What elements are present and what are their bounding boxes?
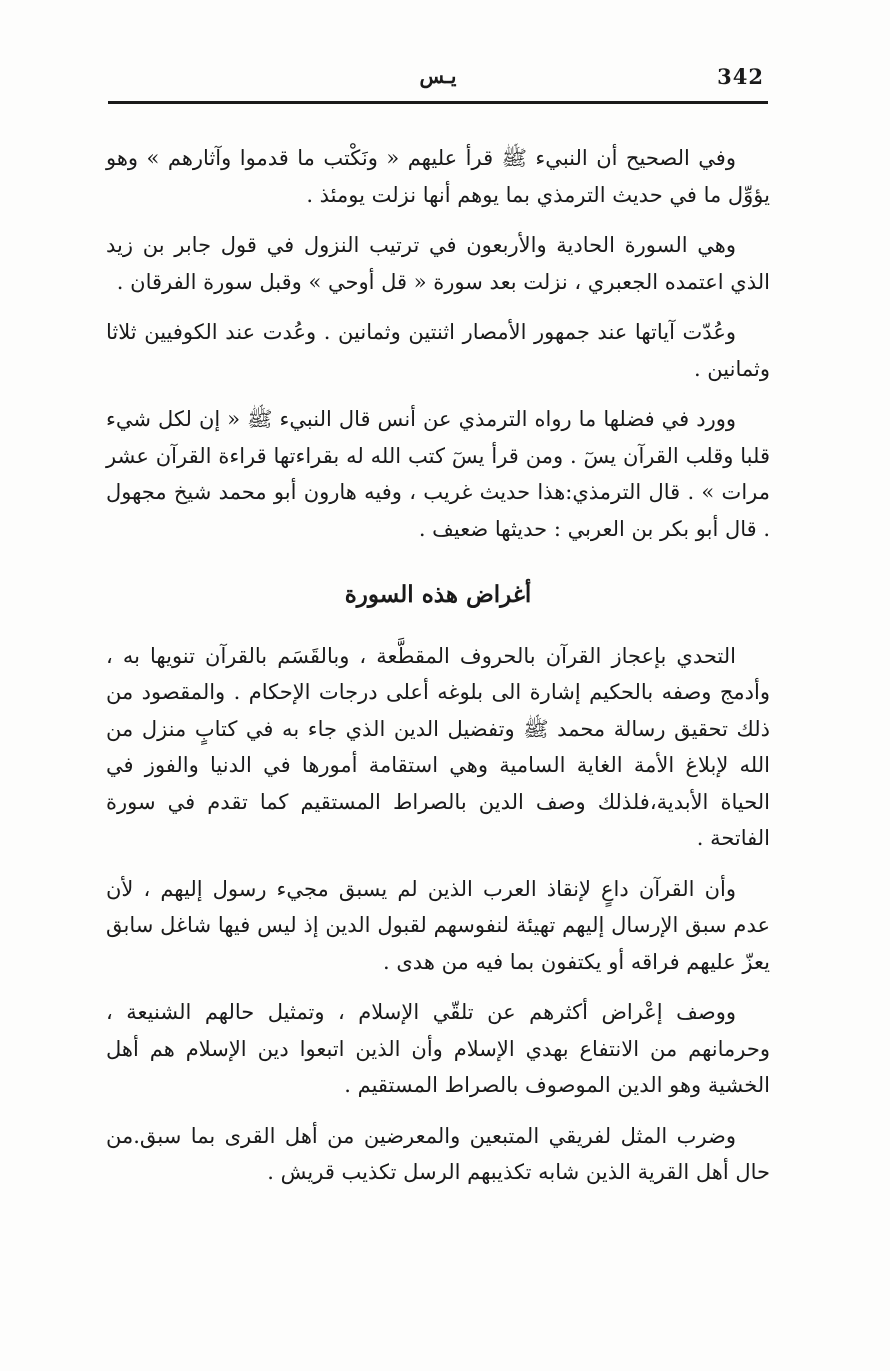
page-header xyxy=(108,60,768,100)
paragraph: وعُدّت آياتها عند جمهور الأمصار اثنتين وثمانين . وعُدت عند الكوفيين ثلاثا وثمانين . xyxy=(106,320,770,381)
header-divider xyxy=(108,101,768,104)
paragraph: وأن القرآن داعٍ لإنقاذ العرب الذين لم يسبق مجيء رسول إليهم ، لأن عدم سبق الإرسال إليهم تهيئة لنفوسهم لقبول الدين إذ ليس فيها شاغل سابق يعزّ عليهم فراقه أو يكتفون بما فيه من هدى . xyxy=(106,876,770,974)
running-title: يـس xyxy=(419,64,457,88)
paragraph: ووصف إعْراض أكثرهم عن تلقّي الإسلام ، وتمثيل حالهم الشنيعة ، وحرمانهم من الانتفاع بهدي الإسلام وأن الذين اتبعوا دين الإسلام هم أهل الخشية وهو الدين الموصوف بالصراط المستقيم . xyxy=(106,1000,770,1097)
section-heading: أغراض هذه السورة xyxy=(344,581,532,608)
paragraph: وهي السورة الحادية والأربعون في ترتيب النزول في قول جابر بن زيد الذي اعتمده الجعبري ، نزلت بعد سورة « قل أوحي » وقبل سورة الفرقان . xyxy=(106,233,770,294)
paragraph: وفي الصحيح أن النبيء ﷺ قرأ عليهم « ونَكْتب ما قدموا وآثارهم » وهو يؤوِّل ما في حديث الترمذي بما يوهم أنها نزلت يومئذ . xyxy=(106,146,770,207)
paragraph: التحدي بإعجاز القرآن بالحروف المقطَّعة ، وبالقَسَم بالقرآن تنويها به ، وأدمج وصفه بالحكيم إشارة الى بلوغه أعلى درجات الإحكام . والمقصود من ذلك تحقيق رسالة محمد ﷺ وتفضيل الدين الذي جاء به في كتابٍ منزل من الله لإبلاغ الأمة الغاية السامية وهي استقامة أمورها في الدنيا والفوز في الحياة الأبدية،فلذلك وصف الدين بالصراط المستقيم كما تقدم في سورة الفاتحة . xyxy=(106,643,770,850)
paragraph: وضرب المثل لفريقي المتبعين والمعرضين من أهل القرى بما سبق.من حال أهل القرية الذين شابه تكذيبهم الرسل تكذيب قريش . xyxy=(106,1123,770,1184)
paragraph: وورد في فضلها ما رواه الترمذي عن أنس قال النبيء ﷺ « إن لكل شيء قلبا وقلب القرآن يسٓ . ومن قرأ يسٓ كتب الله له بقراءتها قراءة القرآن عشر مرات » . قال الترمذي:هذا حديث غريب ، وفيه هارون أبو محمد شيخ مجهول . قال أبو بكر بن العربي : حديثها ضعيف . xyxy=(106,407,770,541)
body-text xyxy=(106,140,770,1205)
page-number: 342 xyxy=(717,64,764,89)
